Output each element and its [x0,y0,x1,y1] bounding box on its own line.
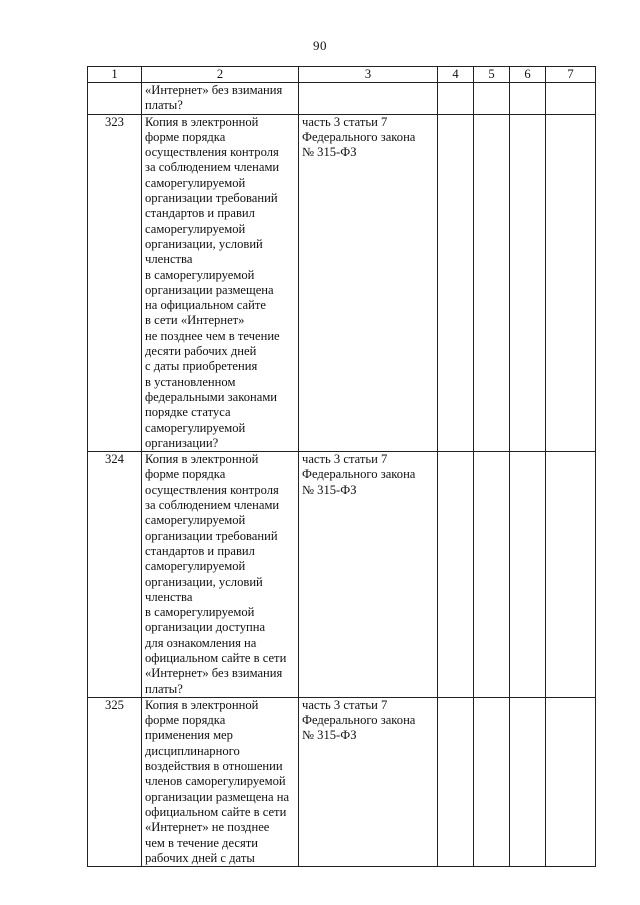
row-cell-4 [438,697,474,866]
row-number [88,83,142,115]
row-cell-7 [546,83,596,115]
row-cell-6 [510,697,546,866]
row-cell-5 [474,83,510,115]
row-cell-7 [546,114,596,452]
row-number: 323 [88,114,142,452]
row-cell-4 [438,114,474,452]
table-row [88,114,596,452]
row-question: Копия в электронной форме порядка применения мер дисциплинарного воздействия в отношении членов саморегулируемой организации размещена на официальном сайте в сети «Интернет» не позднее чем в течение десяти рабочих дней с даты [142,697,299,866]
row-cell-5 [474,452,510,698]
table-row [88,697,596,866]
column-header-3: 3 [299,67,438,83]
requirements-table [87,66,596,867]
column-header-2: 2 [142,67,299,83]
row-legal-basis [299,83,438,115]
row-legal-basis: часть 3 статьи 7 Федерального закона № 315-ФЗ [299,452,438,698]
row-cell-7 [546,697,596,866]
row-cell-6 [510,452,546,698]
row-number: 325 [88,697,142,866]
column-header-4: 4 [438,67,474,83]
row-cell-6 [510,83,546,115]
column-header-7: 7 [546,67,596,83]
column-header-5: 5 [474,67,510,83]
row-legal-basis: часть 3 статьи 7 Федерального закона № 315-ФЗ [299,114,438,452]
row-cell-5 [474,697,510,866]
row-cell-4 [438,452,474,698]
row-question: Копия в электронной форме порядка осуществления контроля за соблюдением членами саморегулируемой организации требований стандартов и правил саморегулируемой организации, условий членства в саморегулируемой организации доступна для ознакомления на официальном сайте в сети «Интернет» без взимания платы? [142,452,299,698]
row-legal-basis: часть 3 статьи 7 Федерального закона № 315-ФЗ [299,697,438,866]
table-row [88,452,596,698]
column-header-6: 6 [510,67,546,83]
row-question: Копия в электронной форме порядка осуществления контроля за соблюдением членами саморегулируемой организации требований стандартов и правил саморегулируемой организации, условий членства в саморегулируемой организации размещена на официальном сайте в сети «Интернет» не позднее чем в течение десяти рабочих дней с даты приобретения в установленном федеральными законами порядке статуса саморегулируемой организации? [142,114,299,452]
row-cell-7 [546,452,596,698]
column-header-1: 1 [88,67,142,83]
table-header-row [88,67,596,83]
row-cell-6 [510,114,546,452]
row-cell-4 [438,83,474,115]
page-number: 90 [313,38,327,53]
row-number: 324 [88,452,142,698]
row-cell-5 [474,114,510,452]
row-question: «Интернет» без взимания платы? [142,83,299,115]
table-row [88,83,596,115]
